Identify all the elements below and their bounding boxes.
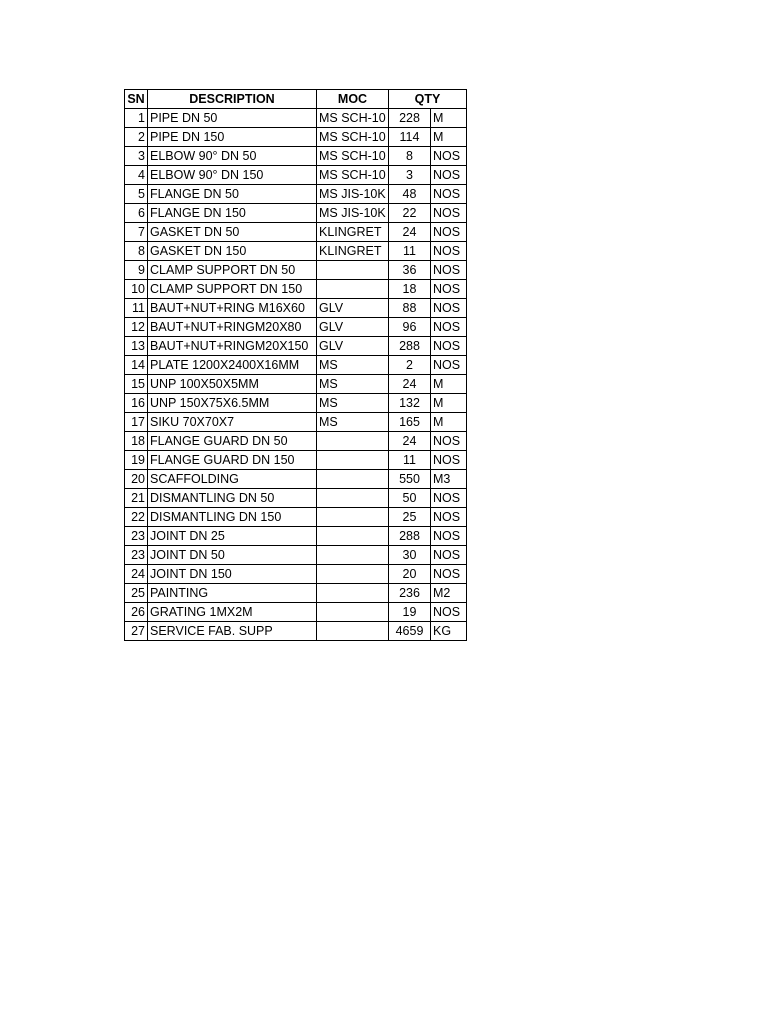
cell-sn: 2 [125,128,148,147]
table-row [125,242,467,261]
table-row [125,166,467,185]
cell-qty: 4659 [389,622,431,641]
cell-unit: NOS [431,242,467,261]
table-row [125,527,467,546]
cell-unit: NOS [431,261,467,280]
cell-moc: KLINGRET [317,242,389,261]
cell-unit: M [431,413,467,432]
cell-qty: 11 [389,451,431,470]
cell-unit: NOS [431,337,467,356]
header-sn: SN [125,90,148,109]
cell-unit: M [431,109,467,128]
cell-sn: 16 [125,394,148,413]
cell-description: FLANGE GUARD DN 50 [148,432,317,451]
cell-description: CLAMP SUPPORT DN 150 [148,280,317,299]
table-row [125,147,467,166]
cell-unit: NOS [431,527,467,546]
cell-moc [317,280,389,299]
cell-description: GASKET DN 50 [148,223,317,242]
cell-qty: 550 [389,470,431,489]
cell-moc: MS [317,413,389,432]
cell-qty: 3 [389,166,431,185]
cell-unit: NOS [431,603,467,622]
cell-description: GASKET DN 150 [148,242,317,261]
cell-sn: 17 [125,413,148,432]
cell-description: DISMANTLING DN 50 [148,489,317,508]
table-row [125,280,467,299]
cell-sn: 23 [125,527,148,546]
cell-sn: 5 [125,185,148,204]
cell-qty: 19 [389,603,431,622]
header-row [125,90,467,109]
cell-unit: M [431,394,467,413]
table-row [125,489,467,508]
cell-moc [317,261,389,280]
cell-description: PAINTING [148,584,317,603]
cell-description: UNP 150X75X6.5MM [148,394,317,413]
cell-moc: GLV [317,299,389,318]
cell-qty: 228 [389,109,431,128]
table-row [125,356,467,375]
cell-sn: 6 [125,204,148,223]
table-row [125,470,467,489]
cell-qty: 114 [389,128,431,147]
cell-unit: KG [431,622,467,641]
cell-sn: 13 [125,337,148,356]
cell-qty: 165 [389,413,431,432]
table-row [125,204,467,223]
cell-qty: 24 [389,223,431,242]
cell-description: ELBOW 90° DN 50 [148,147,317,166]
cell-description: PIPE DN 50 [148,109,317,128]
cell-sn: 22 [125,508,148,527]
cell-moc: MS SCH-10 [317,109,389,128]
cell-description: UNP 100X50X5MM [148,375,317,394]
cell-sn: 25 [125,584,148,603]
material-table [124,89,467,641]
cell-sn: 12 [125,318,148,337]
cell-unit: NOS [431,356,467,375]
cell-description: SCAFFOLDING [148,470,317,489]
cell-sn: 3 [125,147,148,166]
cell-qty: 96 [389,318,431,337]
cell-qty: 22 [389,204,431,223]
cell-sn: 10 [125,280,148,299]
cell-unit: M2 [431,584,467,603]
cell-unit: NOS [431,166,467,185]
table-row [125,109,467,128]
cell-moc: KLINGRET [317,223,389,242]
cell-moc: MS [317,375,389,394]
cell-qty: 288 [389,337,431,356]
cell-description: SERVICE FAB. SUPP [148,622,317,641]
cell-unit: M [431,128,467,147]
cell-sn: 27 [125,622,148,641]
cell-unit: NOS [431,280,467,299]
table-row [125,394,467,413]
cell-description: SIKU 70X70X7 [148,413,317,432]
cell-qty: 20 [389,565,431,584]
cell-description: JOINT DN 150 [148,565,317,584]
cell-description: ELBOW 90° DN 150 [148,166,317,185]
cell-sn: 7 [125,223,148,242]
cell-sn: 19 [125,451,148,470]
table-row [125,318,467,337]
cell-moc [317,432,389,451]
cell-description: FLANGE DN 150 [148,204,317,223]
cell-description: GRATING 1MX2M [148,603,317,622]
cell-unit: NOS [431,489,467,508]
cell-unit: NOS [431,147,467,166]
cell-qty: 2 [389,356,431,375]
cell-moc: MS JIS-10K [317,185,389,204]
header-moc: MOC [317,90,389,109]
cell-qty: 11 [389,242,431,261]
table-row [125,128,467,147]
cell-sn: 24 [125,565,148,584]
cell-moc [317,527,389,546]
cell-description: BAUT+NUT+RINGM20X150 [148,337,317,356]
cell-description: BAUT+NUT+RINGM20X80 [148,318,317,337]
cell-description: CLAMP SUPPORT DN 50 [148,261,317,280]
cell-description: FLANGE GUARD DN 150 [148,451,317,470]
cell-unit: M [431,375,467,394]
cell-moc: MS [317,394,389,413]
cell-sn: 23 [125,546,148,565]
cell-qty: 25 [389,508,431,527]
cell-moc: GLV [317,318,389,337]
table-row [125,622,467,641]
cell-qty: 30 [389,546,431,565]
cell-sn: 14 [125,356,148,375]
table-row [125,451,467,470]
cell-moc [317,546,389,565]
cell-unit: NOS [431,204,467,223]
cell-qty: 24 [389,375,431,394]
cell-qty: 236 [389,584,431,603]
cell-sn: 1 [125,109,148,128]
cell-moc: MS [317,356,389,375]
cell-sn: 21 [125,489,148,508]
cell-sn: 11 [125,299,148,318]
cell-description: FLANGE DN 50 [148,185,317,204]
cell-description: BAUT+NUT+RING M16X60 [148,299,317,318]
cell-unit: NOS [431,508,467,527]
table-row [125,565,467,584]
table-row [125,546,467,565]
table-row [125,261,467,280]
cell-qty: 88 [389,299,431,318]
table-row [125,413,467,432]
cell-moc [317,470,389,489]
table-row [125,603,467,622]
cell-description: JOINT DN 25 [148,527,317,546]
cell-moc [317,565,389,584]
table-row [125,185,467,204]
cell-moc [317,622,389,641]
cell-moc: MS SCH-10 [317,166,389,185]
table-row [125,299,467,318]
cell-unit: NOS [431,432,467,451]
cell-moc: MS SCH-10 [317,128,389,147]
cell-unit: NOS [431,299,467,318]
cell-description: PLATE 1200X2400X16MM [148,356,317,375]
cell-qty: 36 [389,261,431,280]
cell-sn: 26 [125,603,148,622]
cell-description: PIPE DN 150 [148,128,317,147]
cell-moc: GLV [317,337,389,356]
cell-moc [317,489,389,508]
cell-sn: 9 [125,261,148,280]
cell-qty: 18 [389,280,431,299]
cell-description: DISMANTLING DN 150 [148,508,317,527]
cell-unit: NOS [431,451,467,470]
cell-moc [317,451,389,470]
cell-moc: MS SCH-10 [317,147,389,166]
table-row [125,223,467,242]
table-body [125,109,467,641]
cell-moc [317,584,389,603]
cell-qty: 50 [389,489,431,508]
cell-description: JOINT DN 50 [148,546,317,565]
cell-moc [317,508,389,527]
cell-qty: 24 [389,432,431,451]
cell-sn: 18 [125,432,148,451]
table-row [125,584,467,603]
cell-qty: 288 [389,527,431,546]
table-row [125,337,467,356]
cell-unit: NOS [431,318,467,337]
cell-sn: 20 [125,470,148,489]
cell-sn: 8 [125,242,148,261]
cell-sn: 4 [125,166,148,185]
cell-moc: MS JIS-10K [317,204,389,223]
cell-unit: NOS [431,223,467,242]
table-row [125,508,467,527]
header-qty: QTY [389,90,467,109]
table-row [125,375,467,394]
cell-unit: NOS [431,565,467,584]
cell-qty: 8 [389,147,431,166]
cell-unit: M3 [431,470,467,489]
cell-qty: 132 [389,394,431,413]
cell-sn: 15 [125,375,148,394]
cell-unit: NOS [431,185,467,204]
cell-qty: 48 [389,185,431,204]
table-row [125,432,467,451]
cell-unit: NOS [431,546,467,565]
cell-moc [317,603,389,622]
header-description: DESCRIPTION [148,90,317,109]
